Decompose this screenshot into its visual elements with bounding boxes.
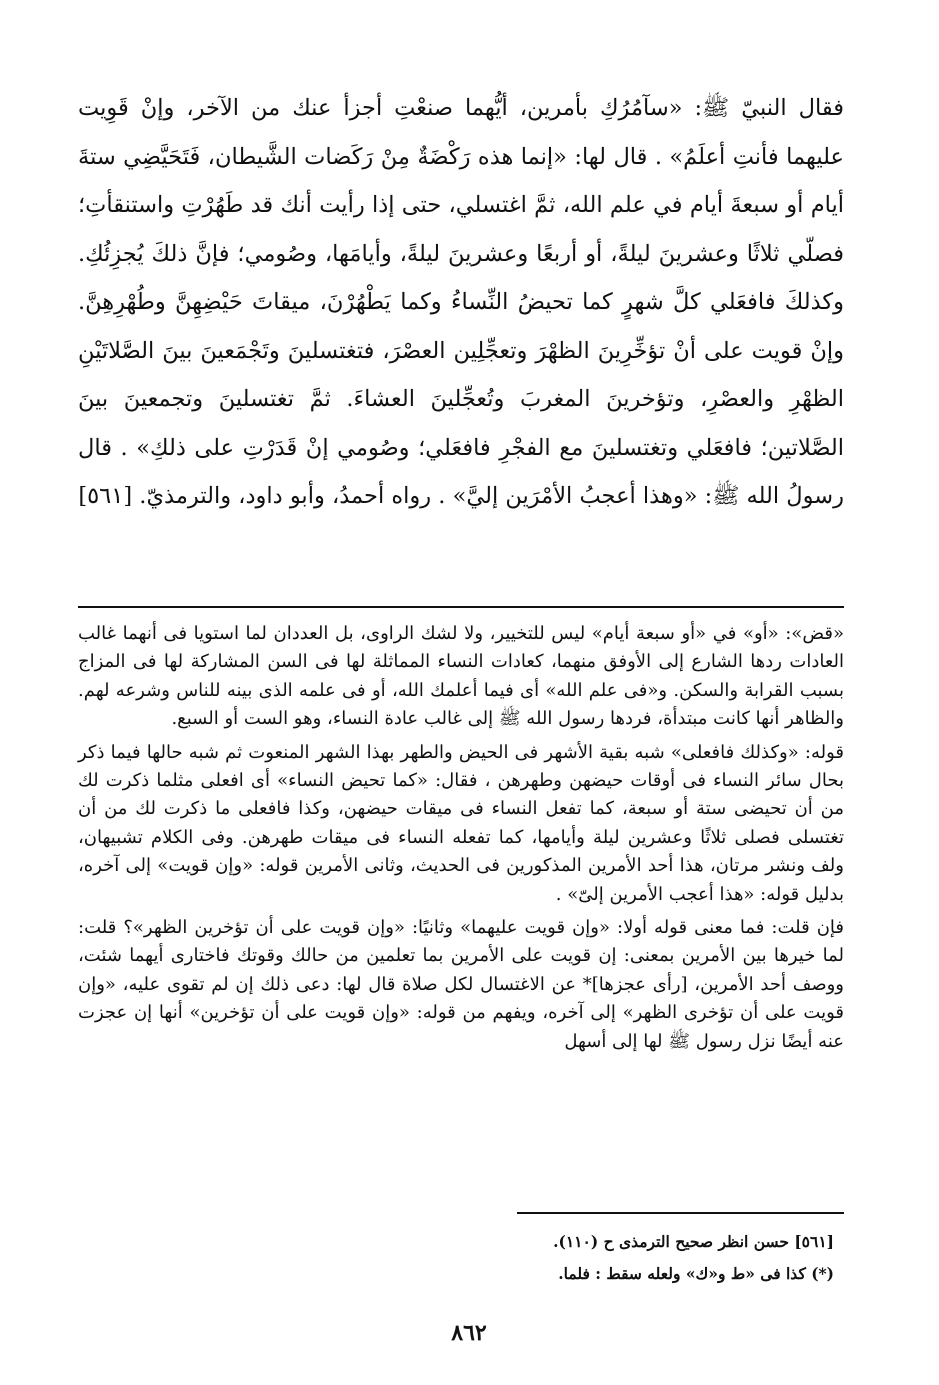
section-divider xyxy=(78,606,844,608)
footnote-item: [٥٦١] حسن انظر صحيح الترمذى ح (١١٠). xyxy=(553,1232,834,1251)
footnote-divider xyxy=(517,1212,844,1214)
page-number: ٨٦٢ xyxy=(451,1320,487,1346)
footnote-item: (*) كذا فى «ط و«ك» ولعله سقط : فلما. xyxy=(558,1264,834,1283)
commentary-paragraph: فإن قلت: فما معنى قوله أولا: «وإن قويت عليهما» وثانيًا: «وإن قويت على أن تؤخرين الظهر»؟ قلت: لما خيرها بين الأمرين بمعنى: إن قويت على الأمرين بما تعلمين من حالك وقوتك فاختارى أيهما شئت، ووصف أحد الأمرين، [رأى عجزها]* عن الاغتسال لكل صلاة قال لها: دعى ذلك إن لم تقوى عليه، «وإن قويت على أن تؤخرى الظهر» إلى آخره، ويفهم من قوله: «وإن قويت على أن تؤخرين» أنها إن عجزت عنه أيضًا نزل رسول ﷺ لها إلى أسهل xyxy=(78,917,844,1052)
commentary-paragraph: قوله: «وكذلك فافعلى» شبه بقية الأشهر فى الحيض والطهر بهذا الشهر المنعوت ثم شبه حالها فيما ذكر بحال سائر النساء فى أوقات حيضهن وطهرهن ، فقال: «كما تحيض النساء» أى افعلى مثلما ذكرت لك من أن تحيضى ستة أو سبعة، كما تفعل النساء فى ميقات حيضهن، وكذا فافعلى ما ذكرت لك من أن تغتسلى فصلى ثلاثًا وعشرين ليلة وأيامها، كما تفعله النساء فى ميقات طهرهن. وفى الكلام تشبيهان، ولف ونشر مرتان، هذا أحد الأمرين المذكورين فى الحديث، وثانى الأمرين قوله: «وإن قويت» إلى آخره، بدليل قوله: «هذا أعجب الأمرين إلىّ» . xyxy=(78,741,844,905)
commentary xyxy=(78,620,844,1061)
commentary-paragraph: «قض»: «أو» في «أو سبعة أيام» ليس للتخيير، ولا لشك الراوى، بل العددان لما استويا فى أنهما غالب العادات ردها الشارع إلى الأوفق منهما، كعادات النساء المماثلة لها فى السن المشاركة لها فى المزاج بسبب القرابة والسكن. و«فى علم الله» أى فيما أعلمك الله، أو فى علمه الذى بينه للناس وشرعه لهم. والظاهر أنها كانت مبتدأة، فردها رسول الله ﷺ إلى غالب عادة النساء، وهو الست أو السبع. xyxy=(78,623,844,730)
hadith-paragraph: فقال النبيّ ﷺ: «سآمُرُكِ بأمرين، أيُّهما صنعْتِ أجزأ عنك من الآخر، وإنْ قَوِيت عليهما فأنتِ أعلَمُ» . قال لها: «إنما هذه رَكْضَةٌ مِنْ رَكَضات الشَّيطان، فَتَحَيَّضِي ستةَ أيام أو سبعةَ أيام في علم الله، ثمَّ اغتسلي، حتى إذا رأيت أنك قد طَهُرْتِ واستنقأتِ؛ فصلّي ثلاثًا وعشرينَ ليلةً، أو أربعًا وعشرينَ ليلةً، وأيامَها، وصُومي؛ فإنَّ ذلكَ يُجزِئُكِ. وكذلكَ فافعَلي كلَّ شهرٍ كما تحيضُ النِّساءُ وكما يَطْهُرْنَ، ميقاتَ حَيْضِهِنَّ وطُهْرِهِنَّ. وإنْ قويت على أنْ تؤخِّرِينَ الظهْرَ وتعجِّلِين العصْرَ، فتغتسلينَ وتَجْمَعينَ بينَ الصَّلاتَيْنِ الظهْرِ والعصْرِ، وتؤخرينَ المغربَ وتُعجِّلينَ العشاءَ. ثمَّ تغتسلينَ وتجمعينَ بينَ الصَّلاتين؛ فافعَلي وتغتسلينَ مع الفجْرِ فافعَلي؛ وصُومي إنْ قَدَرْتِ على ذلكِ» . قال رسولُ الله ﷺ: «وهذا أعجبُ الأمْرَين إليَّ» . رواه أحمدُ، وأبو داود، والترمذيّ. [٥٦١] xyxy=(78,95,844,509)
hadith-text xyxy=(78,84,844,521)
footnotes xyxy=(300,1228,834,1292)
